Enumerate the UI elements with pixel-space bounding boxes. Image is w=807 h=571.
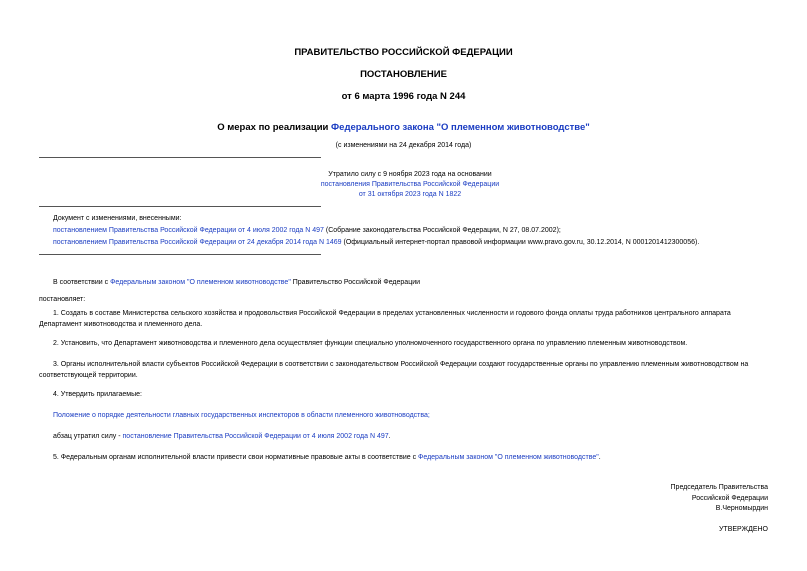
signature-block (671, 483, 768, 515)
expired-link-2[interactable]: от 31 октября 2023 года N 1822 (358, 191, 462, 198)
signature-name: В.Черномырдин (715, 505, 768, 512)
preamble (39, 278, 768, 289)
preamble-suffix: Правительство Российской Федерации (290, 279, 421, 286)
abs-suffix: . (388, 433, 391, 440)
changes-block (53, 214, 773, 248)
document-title (0, 122, 807, 133)
paragraph-3: 3. Органы исполнительной власти субъектов Российской Федерации в соответствии с законодательством Российской Федерации создают государственные органы по управлению племенным животноводством на соответствующей территории. (39, 361, 749, 379)
paragraph-5 (39, 453, 768, 464)
changes-item-text: (Официальный интернет-портал правовой информации www.pravo.gov.ru, 30.12.2014, N 0001201412300056). (341, 239, 700, 246)
expired-line: Утратило силу с 9 ноября 2023 года на основании (328, 171, 492, 178)
preamble-law-link[interactable]: Федеральным законом "О племенном животноводстве" (110, 279, 291, 286)
government-heading: ПРАВИТЕЛЬСТВО РОССИЙСКОЙ ФЕДЕРАЦИИ (294, 47, 513, 58)
expired-notice (250, 170, 570, 200)
p5-prefix: 5. Федеральным органам исполнительной власти привести свои нормативные правовые акты в соответствие с (53, 454, 419, 461)
abs-link[interactable]: постановление Правительства Российской Федерации от 4 июля 2002 года N 497 (122, 433, 389, 440)
paragraph-1: 1. Создать в составе Министерства сельского хозяйства и продовольствия Российской Федерации в пределах установленных численности и годового фонда оплаты труда работников центрального аппарата Департамент животноводства и племенного дела. (39, 310, 731, 328)
paragraph-2: 2. Установить, что Департамент животноводства и племенного дела осуществляет функции специально уполномоченного государственного органа по управлению племенным животноводством. (53, 340, 688, 347)
preamble-prefix: В соответствии с (53, 279, 111, 286)
changes-item (53, 238, 773, 248)
decrees-word: постановляет: (39, 296, 86, 303)
approved-label: УТВЕРЖДЕНО (718, 526, 768, 533)
changes-item-text: (Собрание законодательства Российской Федерации, N 27, 08.07.2002); (323, 227, 561, 234)
regulation-link[interactable]: Положение о порядке деятельности главных государственных инспекторов в области племенного животноводства; (53, 412, 430, 419)
document-type: ПОСТАНОВЛЕНИЕ (360, 69, 447, 80)
changes-item-link[interactable]: постановлением Правительства Российской Федерации от 24 декабря 2014 года N 1469 (53, 239, 342, 246)
paragraph-4-abs (39, 432, 768, 443)
p5-law-link[interactable]: Федеральным законом "О племенном животноводстве" (418, 454, 599, 461)
amendments-note: (с изменениями на 24 декабря 2014 года) (335, 142, 472, 149)
abs-prefix: абзац утратил силу - (53, 433, 123, 440)
p5-suffix: . (598, 454, 601, 461)
title-law-link[interactable]: Федерального закона "О племенном животноводстве" (331, 122, 590, 133)
divider (39, 206, 321, 207)
changes-item-link[interactable]: постановлением Правительства Российской Федерации от 4 июля 2002 года N 497 (53, 227, 324, 234)
signature-position: Председатель Правительства (670, 484, 768, 491)
title-prefix: О мерах по реализации (217, 122, 332, 133)
signature-country: Российской Федерации (691, 494, 768, 502)
expired-link-1[interactable]: постановления Правительства Российской Федерации (320, 181, 500, 188)
divider (39, 157, 321, 158)
document-date-number: от 6 марта 1996 года N 244 (341, 91, 466, 102)
changes-item (53, 226, 773, 236)
changes-intro: Документ с изменениями, внесенными: (53, 215, 182, 222)
divider (39, 254, 321, 255)
paragraph-4: 4. Утвердить прилагаемые: (53, 391, 142, 398)
